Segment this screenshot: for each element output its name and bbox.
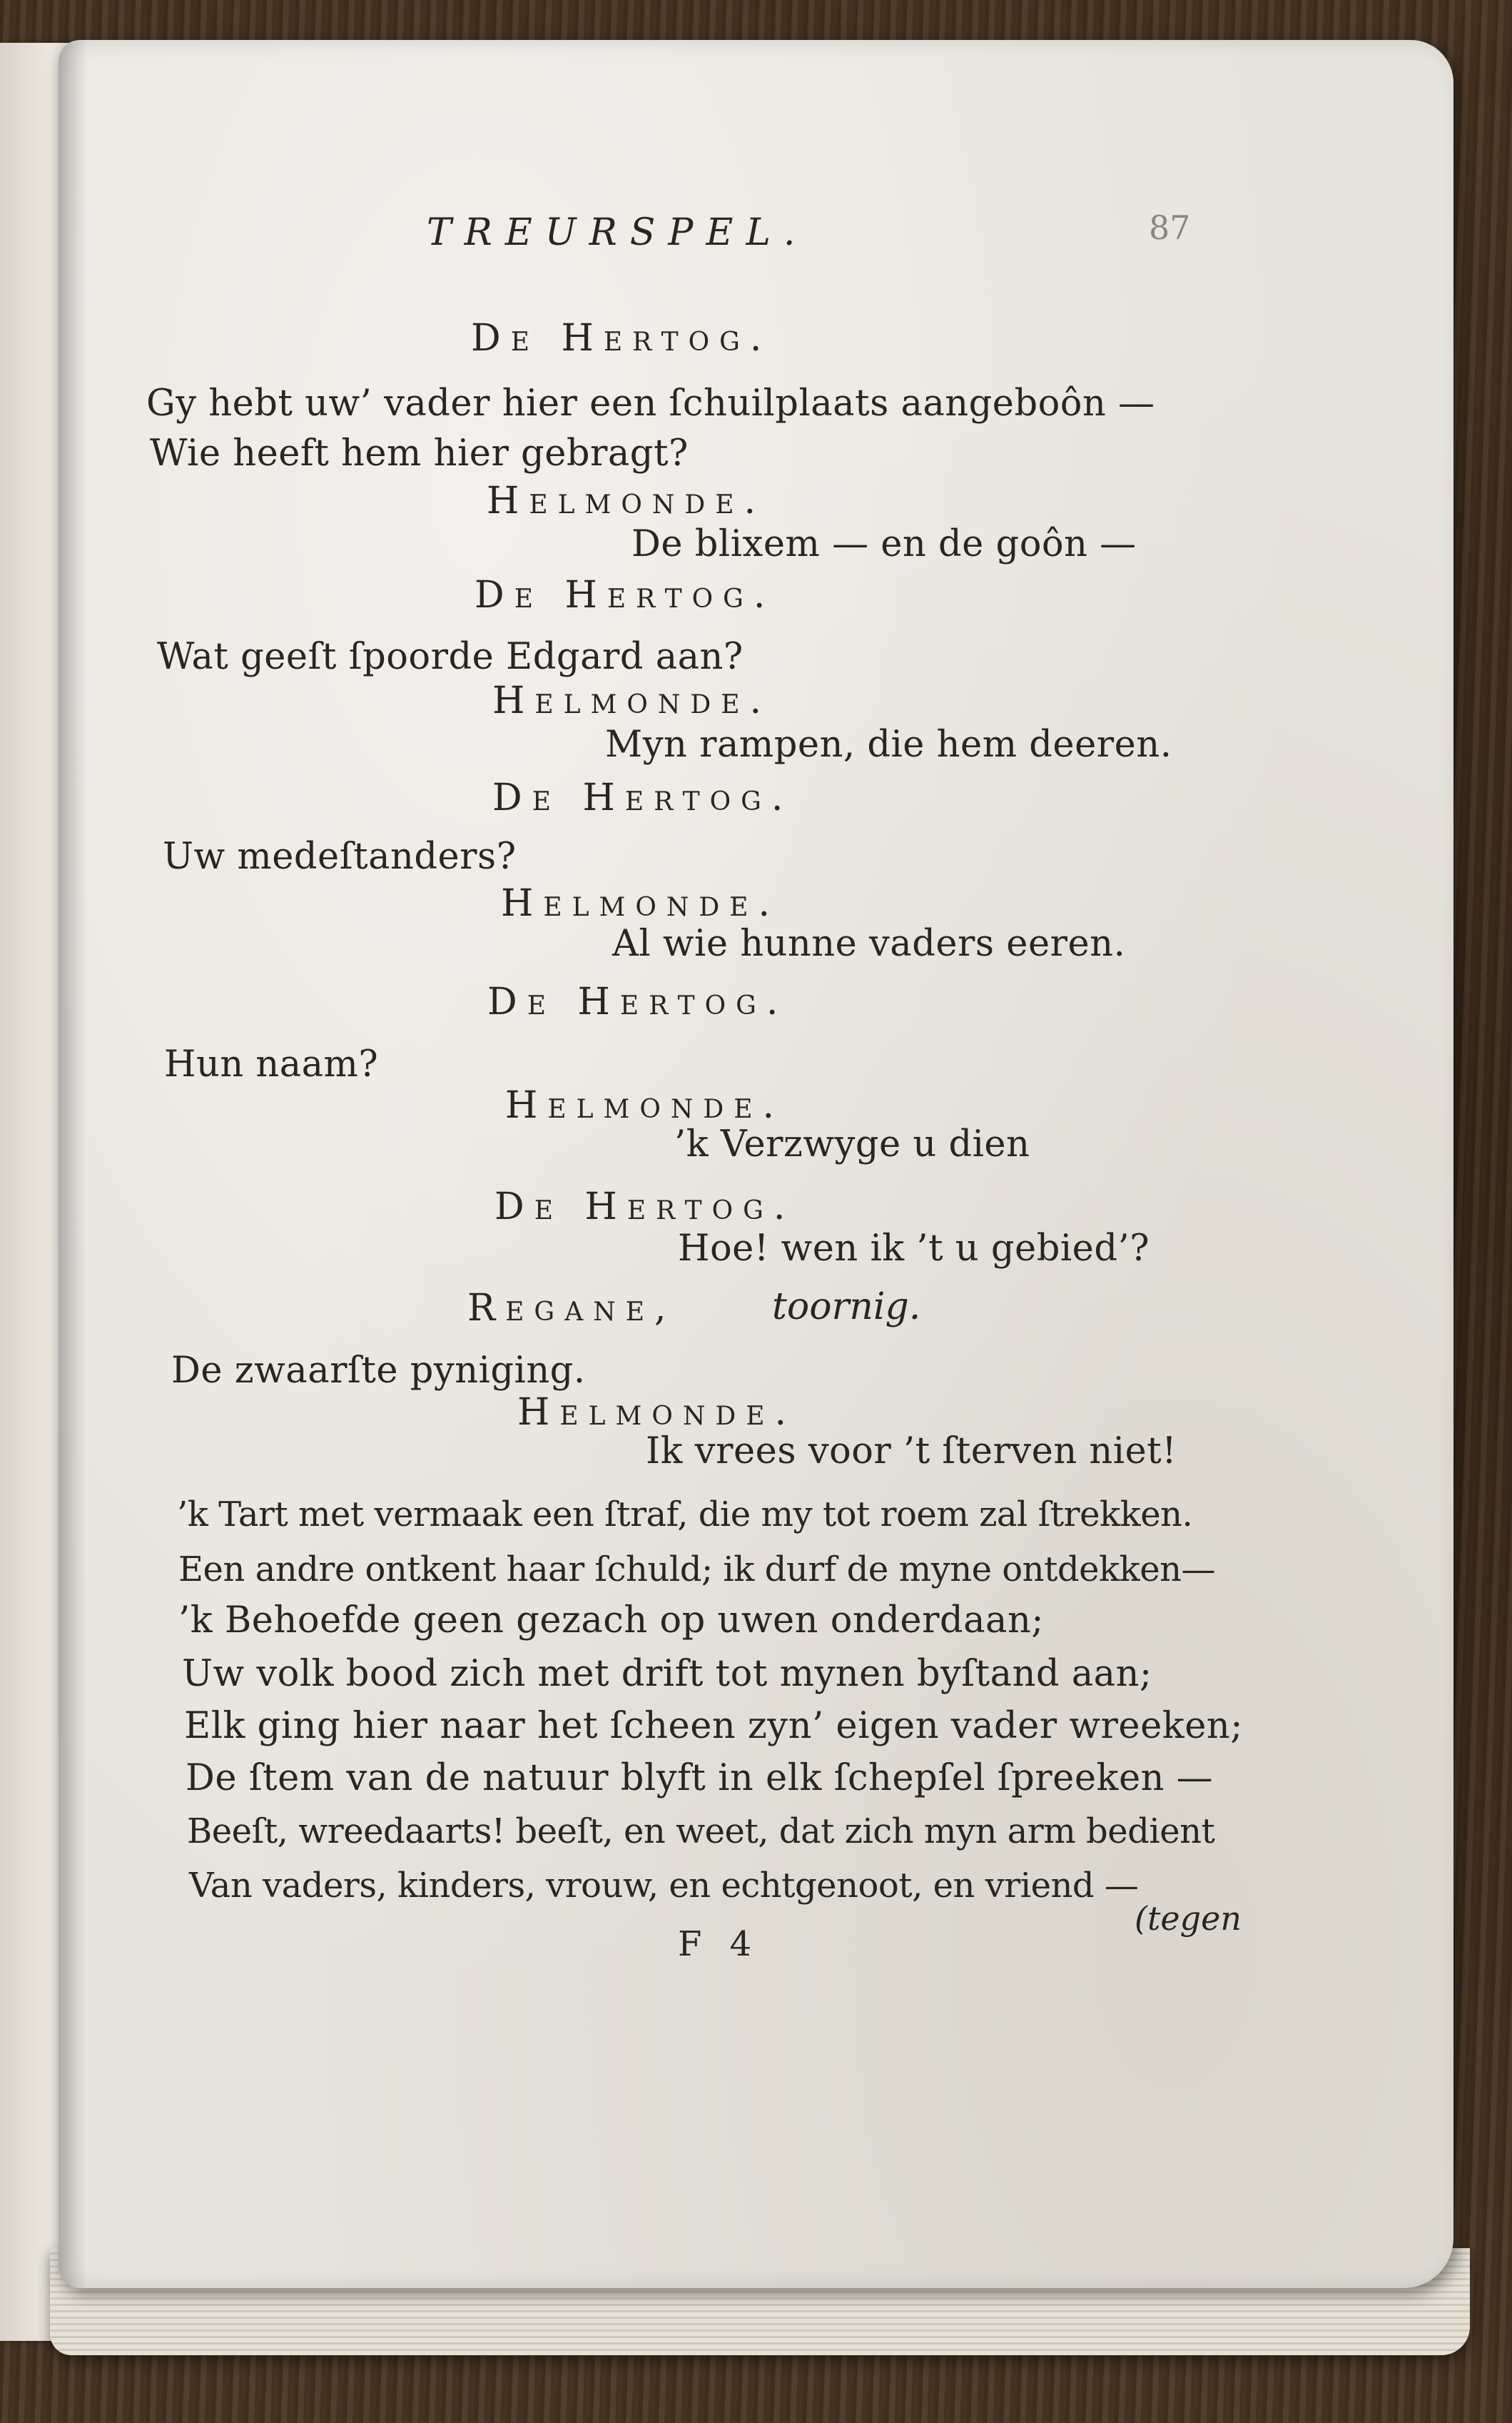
speaker-heading: De Hertog. [492,777,793,819]
page-number: 87 [1149,208,1191,247]
speaker-heading: Helmonde. [501,882,781,925]
verse-line: ’k Verzwyge u dien [674,1123,1030,1165]
catchword: (tegen [1135,1899,1242,1938]
verse-line: Wie heeft hem hier gebragt? [150,433,689,475]
speaker-heading: De Hertog. [487,981,788,1023]
verse-line: Van vaders, kinders, vrouw, en echtgenoot, en vriend — [189,1866,1139,1906]
speaker-heading: Helmonde. [487,480,766,522]
verse-line: De blixem — en de goôn — [631,523,1137,565]
speaker-heading: Regane, [467,1287,676,1330]
verse-line: Gy hebt uw’ vader hier een ſchuilplaats aangeboôn — [146,383,1155,425]
verse-line: Een andre ontkent haar ſchuld; ik durf de myne ontdekken— [178,1549,1216,1589]
verse-line: ’k Tart met vermaak een ſtraf, die my tot roem zal ſtrekken. [177,1494,1193,1534]
verse-line: Hun naam? [164,1043,379,1086]
verse-line: Uw volk bood zich met drift tot mynen byſtand aan; [182,1653,1152,1695]
verse-line: Beeſt, wreedaarts! beeſt, en weet, dat zich myn arm bedient [187,1811,1215,1851]
verse-line: Hoe! wen ik ’t u gebied’? [678,1228,1150,1270]
speaker-heading: De Hertog. [471,317,772,360]
speaker-heading: De Hertog. [494,1185,796,1228]
speaker-heading: De Hertog. [475,574,776,617]
verse-line: Al wie hunne vaders eeren. [612,923,1126,965]
verse-line: De zwaarſte pyniging. [171,1350,586,1392]
verse-line: ’k Behoefde geen gezach op uwen onderdaan; [178,1599,1044,1642]
speaker-heading: Helmonde. [505,1084,785,1127]
running-head: TREURSPEL. [427,211,808,254]
stage-direction: toornig. [772,1285,921,1328]
speaker-heading: Helmonde. [492,679,772,722]
verse-line: Ik vrees voor ’t ſterven niet! [646,1430,1177,1472]
verse-line: Myn rampen, die hem deeren. [605,724,1172,766]
verse-line: Elk ging hier naar het ſcheen zyn’ eigen vader wreeken; [184,1705,1243,1747]
printer-signature: F 4 [678,1924,761,1964]
verse-line: De ſtem van de natuur blyft in elk ſchepſel ſpreeken — [186,1757,1214,1799]
verse-line: Wat geeſt ſpoorde Edgard aan? [157,636,744,678]
speaker-heading: Helmonde. [517,1391,797,1434]
verse-line: Uw medeſtanders? [163,836,517,878]
